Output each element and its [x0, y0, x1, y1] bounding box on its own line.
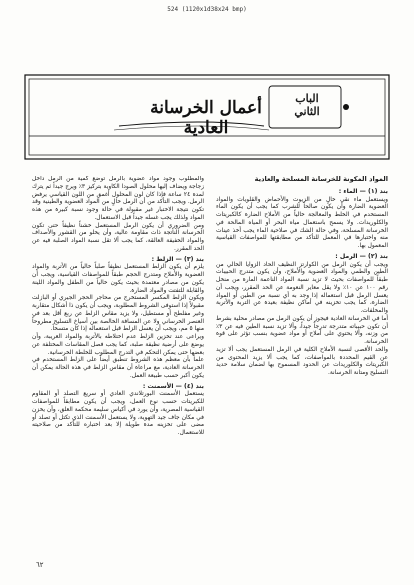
chapter-label-line1: الباب — [295, 92, 319, 105]
paragraph: يلزم أن يكون الزلط المستعمل نظيفاً صلباً خالياً من الأتربة والمواد العضوية والأملاح ومتدرج الحجم طبقاً للمواصفات القياسية، ويجب أن يكون من مصادر معتمدة بحيث يكون خالياً من الطفل والمواد اللينة والقابلة للتفتت والمواد الضارة. — [32, 264, 204, 294]
item1-heading: بند (١) — الماء : — [338, 187, 388, 195]
left-text-column — [32, 176, 204, 558]
paragraph: والحد الأقصى لنسبة الأملاح الكلية في الرمل المستعمل يجب ألا تزيد عن القيم المحددة بالمواصفات، كما يجب ألا يزيد المحتوى من الكبريتات والكلوريدات عن الحدود المسموح بها لضمان سلامة حديد التسليح ومتانة الخرسانة. — [216, 346, 388, 376]
paragraph: ويراعى عند تخزين الزلط عدم اختلاطه بالأتربة والمواد الغريبة، وأن يوضع على أرضية نظيفة صلبة، كما يجب فصل المقاسات المختلفة عن بعضها حتى يمكن التحكم في التدرج المطلوب للخلطة الخرسانية. — [32, 334, 204, 356]
chapter-number-label — [282, 92, 332, 118]
chapter-title: أعمال الخرسانة العادية — [150, 98, 262, 138]
paragraph: يستعمل الأسمنت البورتلاندي العادي أو سريع التصلد أو المقاوم للكبريتات حسب نوع العمل، ويجب أن يكون مطابقاً للمواصفات القياسية المصرية، وأن يورد في أكياس سليمة محكمة الغلق، وأن يخزن في مكان جاف جيد التهوية، ولا يستعمل الأسمنت الذي تكتل أو تصلد أو مضى على تخزينه مدة طويلة إلا بعد اختباره للتأكد من صلاحيته للاستعمال. — [32, 391, 204, 436]
section-title: المواد المكونة للخرسانة المسلحة والعادية — [254, 176, 388, 183]
chapter-label-line2: الثاني — [294, 105, 320, 118]
chapter-header — [24, 74, 390, 160]
paragraph: والمطلوب وجود مواد عضوية بالرمل توضع كمية من الرمل داخل زجاجة ويضاف إليها محلول الصودا الكاوية بتركيز ٣٪ ويرج جيداً ثم يترك لمدة ٢٤ ساعة فإذا كان لون المحلول أغمق من اللون القياسي يرفض الرمل. ويجب التأكد من أن الرمل خالٍ من المواد العضوية والطينية وقد تكون نتيجة الاختبار غير مقبولة في حالة وجود نسبة كبيرة من هذه المواد ولذلك يجب غسله جيداً قبل الاستعمال. — [32, 176, 204, 221]
paragraph: ويجب أن يكون الرمل من الكوارتز النظيف الحاد الزوايا الخالي من الطين والطمي والمواد العضوية والأملاح، وأن يكون متدرج الحبيبات طبقاً للمواصفات بحيث لا تزيد نسبة المواد الناعمة المارة من منخل رقم ١٠٠ عن ١٠٪ ولا يقل معاير النعومة عن الحد المقرر، ويجب أن يغسل الرمل قبل استعماله إذا وجد به أي نسبة من الطين أو المواد الضارة، كما يجب تخزينه في أماكن نظيفة بعيدة عن التربة والأتربة والمخلفات. — [216, 261, 388, 314]
item4-heading: بند (٤) — الأسمنت : — [142, 382, 204, 390]
right-text-column — [216, 176, 388, 558]
page-number: ٦٢ — [36, 561, 44, 569]
item3-heading: بند (٣) — الزلط : — [151, 255, 204, 263]
scan-label: 524 (1120x1d38x24 bmp) — [167, 6, 247, 13]
paragraph: ويكون الزلط المكسر المستخرج من محاجر الحجر الجيري أو البازلت مقبولاً إذا استوفى الشروط المطلوبة، ويجب أن يكون ذا أشكال متقاربة وغير مفلطح أو مستطيل، ولا يزيد مقاس الزلط عن ربع أقل بعد في العنصر الخرساني ولا عن المسافة الخالصة بين أسياخ التسليح مطروحاً منها ٥ مم، ويجب أن يغسل الزلط قبل استعماله إذا كان متسخاً. — [32, 295, 204, 333]
paragraph: ومن الضروري أن يكون الرمل المستعمل خشناً نظيفاً حتى تكون الخرسانة الناتجة ذات مقاومة عالية، وأن يخلو من القشور والأصداف والمواد الخفيفة العالقة، كما يجب ألا تقل نسبة المواد الصلبة فيه عن الحد المقرر. — [32, 222, 204, 252]
item2-heading: بند (٢) — الرمل : — [335, 252, 388, 260]
paragraph: أما في الخرسانة العادية فيجوز أن يكون الرمل من مصادر محلية بشرط أن تكون حبيباته متدرجة تدرجاً جيداً، وألا تزيد نسبة الطين فيه عن ٣٪ من وزنه، وألا يحتوي على أملاح أو مواد عضوية بنسب تؤثر على قوة الخرسانة. — [216, 315, 388, 345]
paragraph: ويستعمل ماء نقي خالٍ من الزيوت والأحماض والقلويات والمواد العضوية الضارة وأن يكون صالحاً للشرب كما يجب أن يكون الماء المستخدم في الخلط والمعالجة خالياً من الأملاح الضارة كالكبريتات والكلوريدات. ولا يسمح باستعمال مياه البحر أو المياه المالحة في الخرسانة المسلحة، وفي حالة الشك في صلاحية الماء يجب أخذ عينات منه واختبارها في المعمل للتأكد من مطابقتها للمواصفات القياسية المعمول بها. — [216, 196, 388, 249]
paragraph: علماً بأن معظم هذه الشروط تنطبق أيضاً على الزلط المستخدم في الخرسانة العادية، مع مراعاة أن مقاس الزلط في هذه الحالة يمكن أن يكون أكبر حسب طبيعة العمل. — [32, 357, 204, 379]
